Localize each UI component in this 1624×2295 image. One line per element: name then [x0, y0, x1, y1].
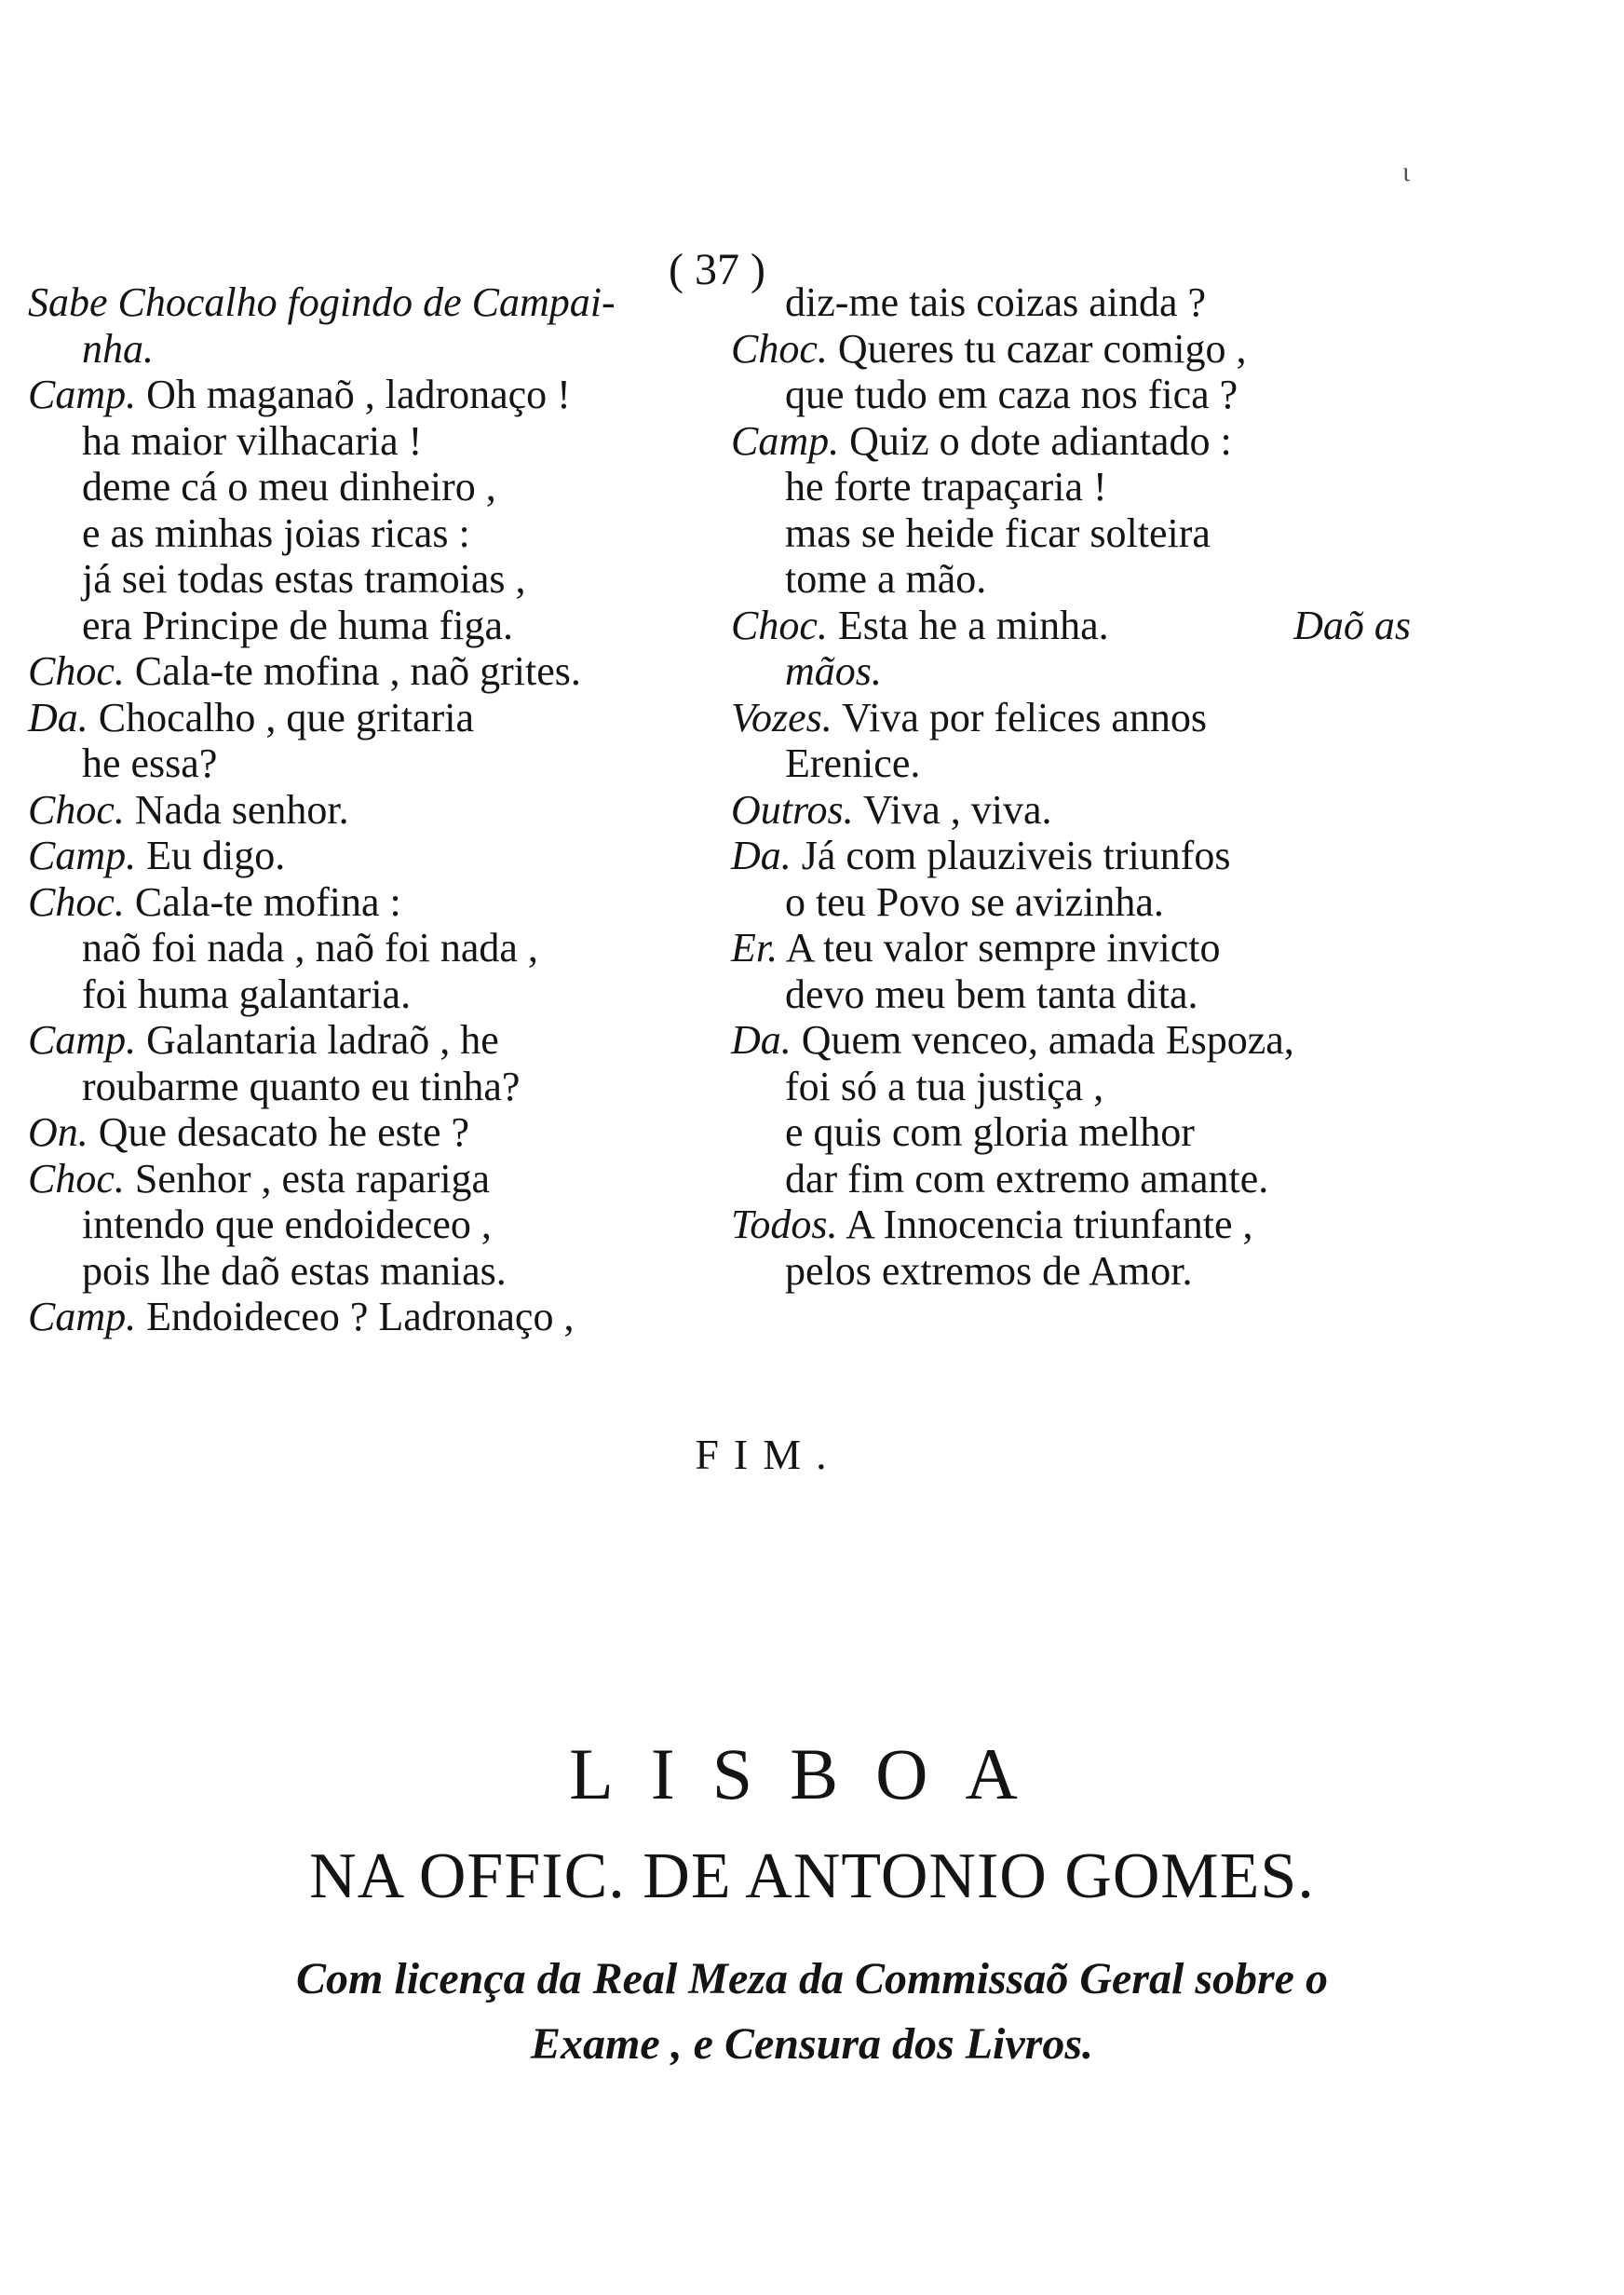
verse-text: Eu digo. — [146, 833, 286, 878]
verse-line — [28, 787, 745, 834]
verse-text: era Principe de huma figa. — [82, 602, 514, 648]
speaker-label: Camp. — [28, 833, 137, 878]
verse-text: Galantaria ladraõ , he — [146, 1017, 499, 1063]
verse-text: que tudo em caza nos fica ? — [785, 372, 1238, 417]
verse-text: Que desacato he este ? — [98, 1109, 470, 1155]
speaker-label: Camp. — [28, 372, 137, 417]
verse-line — [731, 279, 1411, 326]
verse-line — [28, 464, 745, 510]
verse-text: he essa? — [82, 740, 218, 786]
verse-text: Esta he a minha. — [837, 602, 1109, 648]
verse-text: e quis com gloria melhor — [785, 1109, 1195, 1155]
verse-line — [731, 1109, 1411, 1156]
speaker-label: Camp. — [28, 1294, 137, 1339]
speaker-label: Camp. — [28, 1017, 137, 1063]
verse-line — [731, 510, 1411, 557]
verse-line — [731, 418, 1411, 465]
speaker-label: On. — [28, 1109, 88, 1155]
imprint-printer: NA OFFIC. DE ANTONIO GOMES. — [309, 1840, 1315, 1912]
verse-text: e as minhas joias ricas : — [82, 509, 470, 556]
verse-line — [731, 464, 1411, 510]
verse-line — [28, 1156, 745, 1202]
verse-line — [28, 603, 745, 649]
verse-text: pois lhe daõ estas manias. — [82, 1247, 507, 1294]
speaker-label: Todos. — [731, 1202, 838, 1247]
verse-line — [731, 648, 1411, 695]
verse-line — [731, 1202, 1411, 1248]
verse-line — [28, 833, 745, 879]
stage-direction: nha. — [82, 325, 154, 372]
verse-line — [28, 556, 745, 603]
verse-text: Cala-te mofina , naõ grites. — [134, 648, 581, 694]
right-column — [731, 279, 1411, 1294]
verse-text: diz-me tais coizas ainda ? — [785, 279, 1207, 325]
verse-line — [731, 971, 1411, 1018]
speaker-label: Outros. — [731, 786, 854, 833]
verse-line — [731, 1156, 1411, 1202]
verse-line — [731, 556, 1411, 603]
verse-text: intendo que endoideceo , — [82, 1202, 492, 1247]
verse-text: dar fim com extremo amante. — [785, 1155, 1269, 1202]
verse-line — [28, 1294, 745, 1340]
speaker-label: Da. — [731, 833, 792, 878]
verse-line — [731, 787, 1411, 834]
verse-text: mas se heide ficar solteira — [785, 509, 1211, 556]
verse-line — [28, 1109, 745, 1156]
verse-line — [28, 695, 745, 741]
verse-line — [28, 510, 745, 557]
speaker-label: Choc. — [28, 878, 125, 925]
verse-text: Queres tu cazar comigo , — [837, 325, 1247, 372]
verse-line — [731, 740, 1411, 787]
verse-line — [731, 1064, 1411, 1110]
verse-text: naõ foi nada , naõ foi nada , — [82, 925, 538, 971]
speaker-label: Choc. — [731, 325, 828, 372]
verse-text: pelos extremos de Amor. — [785, 1247, 1193, 1294]
speaker-label: Da. — [731, 1017, 792, 1063]
page-number: ( 37 ) — [669, 245, 765, 294]
verse-text: Senhor , esta rapariga — [134, 1155, 491, 1202]
verse-text: o teu Povo se avizinha. — [785, 878, 1164, 925]
speaker-label: Camp. — [731, 417, 840, 464]
verse-line — [28, 418, 745, 465]
imprint-license — [0, 1947, 1624, 2077]
verse-text: he forte trapaçaria ! — [785, 464, 1107, 509]
verse-text: foi huma galantaria. — [82, 971, 412, 1017]
verse-text: ha maior vilhacaria ! — [82, 417, 423, 464]
verse-line — [28, 879, 745, 926]
verse-text: roubarme quanto eu tinha? — [82, 1063, 521, 1109]
verse-line — [731, 326, 1411, 373]
license-line-1: Com licença da Real Meza da Commissaõ Geral sobre o — [296, 1954, 1328, 2003]
verse-line — [28, 648, 745, 695]
verse-text: tome a mão. — [785, 556, 987, 602]
verse-line — [28, 1202, 745, 1248]
verse-text: Viva por felices annos — [842, 694, 1208, 740]
stage-direction: Daõ as — [1293, 602, 1411, 648]
fim-marker: FIM. — [695, 1431, 842, 1478]
verse-text: devo meu bem tanta dita. — [785, 971, 1198, 1017]
verse-text: Oh maganaõ , ladronaço ! — [146, 372, 571, 417]
verse-line — [28, 740, 745, 787]
verse-line — [731, 925, 1411, 971]
verse-text: Viva , viva. — [862, 786, 1052, 833]
verse-line — [28, 1017, 745, 1064]
stage-direction: mãos. — [785, 648, 882, 694]
verse-text: Endoideceo ? Ladronaço , — [146, 1294, 575, 1339]
verse-line — [731, 372, 1411, 418]
verse-text: Já com plauziveis triunfos — [801, 833, 1231, 878]
verse-text: já sei todas estas tramoias , — [82, 556, 526, 602]
verse-text: Quem venceo, amada Espoza, — [801, 1017, 1294, 1063]
verse-line — [731, 695, 1411, 741]
margin-mark: ι — [1402, 156, 1411, 187]
imprint-city: LISBOA — [569, 1733, 1055, 1814]
verse-line — [731, 1017, 1411, 1064]
verse-line — [28, 925, 745, 971]
verse-text: A teu valor sempre invicto — [785, 925, 1221, 971]
verse-text: Erenice. — [785, 740, 921, 786]
left-column — [28, 279, 745, 1340]
speaker-label: Choc. — [28, 1155, 125, 1202]
verse-line — [28, 279, 745, 326]
verse-line — [28, 326, 745, 373]
verse-text: foi só a tua justiça , — [785, 1063, 1104, 1109]
verse-text: Chocalho , que gritaria — [98, 694, 474, 740]
speaker-label: Er. — [731, 925, 778, 971]
verse-line — [28, 372, 745, 418]
speaker-label: Choc. — [28, 786, 125, 833]
verse-text: Quiz o dote adiantado : — [849, 417, 1232, 464]
verse-text: A Innocencia triunfante , — [846, 1202, 1253, 1247]
license-line-2: Exame , e Censura dos Livros. — [530, 2019, 1094, 2069]
verse-line — [731, 833, 1411, 879]
verse-line — [28, 971, 745, 1018]
verse-line — [731, 879, 1411, 926]
speaker-label: Vozes. — [731, 694, 832, 740]
verse-line — [28, 1248, 745, 1295]
stage-direction: Sabe Chocalho fogindo de Campai- — [28, 279, 616, 325]
verse-line — [28, 1064, 745, 1110]
speaker-label: Da. — [28, 694, 88, 740]
verse-text: Nada senhor. — [134, 786, 349, 833]
speaker-label: Choc. — [731, 602, 828, 648]
verse-text: Cala-te mofina : — [134, 878, 401, 925]
verse-line — [731, 1248, 1411, 1295]
verse-line — [731, 603, 1411, 649]
speaker-label: Choc. — [28, 648, 125, 694]
verse-text: deme cá o meu dinheiro , — [82, 464, 496, 509]
